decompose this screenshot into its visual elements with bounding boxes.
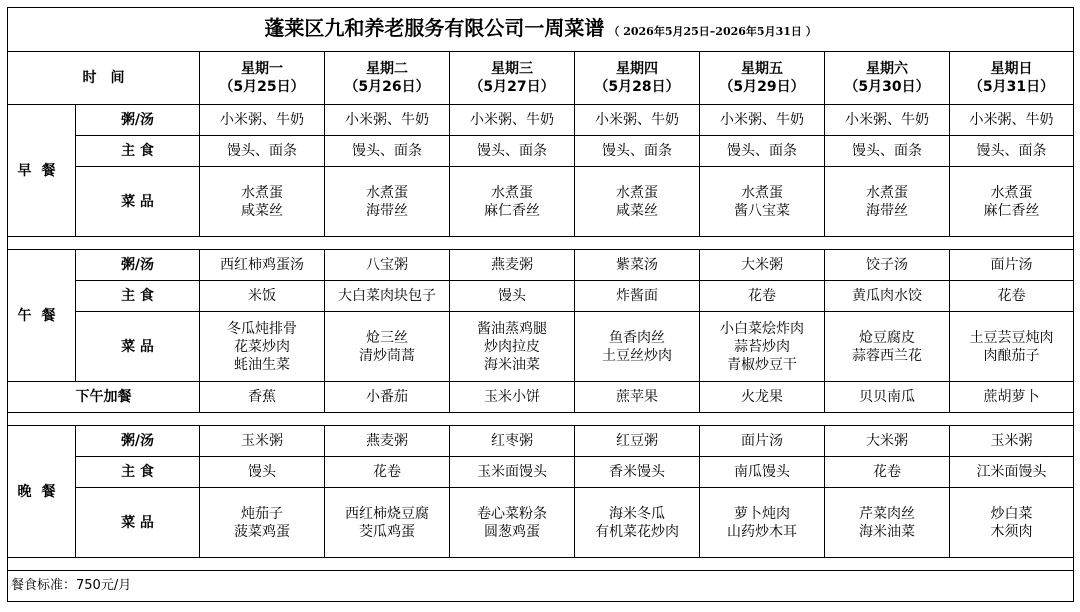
breakfast-congee-cell: 小米粥、牛奶 — [700, 105, 825, 136]
dish-item: 蒜苔炒肉 — [734, 338, 790, 355]
lunch-congee-cell: 大米粥 — [700, 250, 825, 281]
dish-item: 山药炒木耳 — [727, 523, 797, 540]
day-date: （5月29日） — [719, 79, 805, 95]
day-date: （5月27日） — [469, 79, 555, 95]
dish-item: 有机菜花炒肉 — [595, 523, 679, 540]
dinner-staple-cell: 花卷 — [825, 457, 950, 488]
spacer-row — [8, 237, 1074, 250]
lunch-dishes-cell — [200, 312, 325, 382]
day-date: （5月25日） — [219, 79, 305, 95]
dish-item: 小白菜烩炸肉 — [720, 320, 804, 337]
breakfast-staple-cell: 馒头、面条 — [700, 136, 825, 167]
breakfast-congee-cell: 小米粥、牛奶 — [200, 105, 325, 136]
weekly-menu-table — [7, 7, 1074, 602]
lunch-staple-cell: 炸酱面 — [575, 281, 700, 312]
day-name: 星期四 — [616, 61, 658, 77]
dish-item: 水煮蛋 — [241, 184, 283, 201]
day-name: 星期一 — [241, 61, 283, 77]
lunch-staple-label: 主 食 — [76, 281, 200, 312]
dinner-label: 晚餐 — [8, 426, 76, 558]
dinner-staple-row — [8, 457, 1074, 488]
dish-item: 炝三丝 — [366, 329, 408, 346]
breakfast-dishes-cell — [325, 167, 450, 237]
lunch-dishes-row — [8, 312, 1074, 382]
dinner-congee-cell: 面片汤 — [700, 426, 825, 457]
lunch-congee-cell: 面片汤 — [950, 250, 1074, 281]
dish-item: 鱼香肉丝 — [609, 329, 665, 346]
dish-item: 清炒茼蒿 — [359, 347, 415, 364]
day-header-6 — [825, 52, 950, 105]
snack-cell: 火龙果 — [700, 382, 825, 413]
dish-item: 酱油蒸鸡腿 — [477, 320, 547, 337]
title-date-range: （ 2026年5月25日–2026年5月31日 ） — [608, 24, 817, 38]
spacer-cell — [8, 237, 1074, 250]
day-date: （5月28日） — [594, 79, 680, 95]
breakfast-dishes-cell — [950, 167, 1074, 237]
meal-standard: 餐食标准：750元/月 — [8, 571, 1074, 602]
lunch-staple-row — [8, 281, 1074, 312]
dinner-dishes-cell — [200, 488, 325, 558]
day-header-4 — [575, 52, 700, 105]
dish-item: 水煮蛋 — [741, 184, 783, 201]
dish-item: 水煮蛋 — [491, 184, 533, 201]
dish-item: 土豆芸豆炖肉 — [969, 329, 1054, 346]
day-date: （5月30日） — [844, 79, 930, 95]
breakfast-congee-cell: 小米粥、牛奶 — [450, 105, 575, 136]
lunch-label: 午餐 — [8, 250, 76, 382]
dish-item: 水煮蛋 — [990, 184, 1033, 201]
breakfast-congee-cell: 小米粥、牛奶 — [950, 105, 1074, 136]
day-header-1 — [200, 52, 325, 105]
dish-item: 圆葱鸡蛋 — [484, 523, 540, 540]
snack-cell: 蔗苹果 — [575, 382, 700, 413]
dish-item: 海米冬瓜 — [609, 505, 665, 522]
snack-cell: 玉米小饼 — [450, 382, 575, 413]
dinner-dishes-cell — [575, 488, 700, 558]
dish-item: 咸菜丝 — [241, 202, 283, 219]
lunch-dishes-label: 菜 品 — [76, 312, 200, 382]
lunch-dishes-cell — [575, 312, 700, 382]
dish-item: 麻仁香丝 — [484, 202, 540, 219]
day-name: 星期日 — [990, 61, 1033, 77]
dish-item: 水煮蛋 — [866, 184, 908, 201]
dish-item: 海带丝 — [366, 202, 408, 219]
breakfast-dishes-row — [8, 167, 1074, 237]
day-header-7 — [950, 52, 1074, 105]
dinner-congee-cell: 红枣粥 — [450, 426, 575, 457]
dish-item: 冬瓜炖排骨 — [227, 320, 297, 337]
dish-item: 卷心菜粉条 — [477, 505, 547, 522]
lunch-staple-cell: 大白菜肉块包子 — [325, 281, 450, 312]
dinner-congee-row — [8, 426, 1074, 457]
breakfast-staple-label: 主 食 — [76, 136, 200, 167]
lunch-staple-cell: 花卷 — [700, 281, 825, 312]
dinner-staple-cell: 馒头 — [200, 457, 325, 488]
dinner-staple-cell: 江米面馒头 — [950, 457, 1074, 488]
lunch-staple-cell: 米饭 — [200, 281, 325, 312]
breakfast-staple-row — [8, 136, 1074, 167]
breakfast-dishes-cell — [200, 167, 325, 237]
dinner-dishes-cell — [450, 488, 575, 558]
dish-item: 肉酿茄子 — [983, 347, 1040, 364]
day-name: 星期六 — [866, 61, 908, 77]
dish-item: 蚝油生菜 — [234, 356, 290, 373]
lunch-congee-cell: 饺子汤 — [825, 250, 950, 281]
dinner-congee-cell: 玉米粥 — [950, 426, 1074, 457]
breakfast-dishes-cell — [825, 167, 950, 237]
day-name: 星期三 — [491, 61, 533, 77]
day-header-3 — [450, 52, 575, 105]
day-name: 星期二 — [366, 61, 408, 77]
lunch-dishes-cell — [700, 312, 825, 382]
breakfast-congee-cell: 小米粥、牛奶 — [325, 105, 450, 136]
dish-item: 蒜蓉西兰花 — [852, 347, 922, 364]
footer-row — [8, 571, 1074, 602]
spacer-cell — [8, 413, 1074, 426]
breakfast-staple-cell: 馒头、面条 — [200, 136, 325, 167]
day-date: （5月26日） — [344, 79, 430, 95]
lunch-congee-cell: 八宝粥 — [325, 250, 450, 281]
lunch-dishes-cell — [450, 312, 575, 382]
breakfast-congee-label: 粥/汤 — [76, 105, 200, 136]
breakfast-staple-cell: 馒头、面条 — [825, 136, 950, 167]
breakfast-dishes-cell — [450, 167, 575, 237]
spacer-cell — [8, 558, 1074, 571]
dinner-staple-cell: 香米馒头 — [575, 457, 700, 488]
spacer-row — [8, 558, 1074, 571]
breakfast-congee-row — [8, 105, 1074, 136]
dish-item: 土豆丝炒肉 — [602, 347, 672, 364]
dinner-staple-cell: 南瓜馒头 — [700, 457, 825, 488]
day-header-2 — [325, 52, 450, 105]
dish-item: 海米油菜 — [859, 523, 915, 540]
dinner-dishes-cell — [700, 488, 825, 558]
dinner-staple-label: 主 食 — [76, 457, 200, 488]
lunch-dishes-cell — [325, 312, 450, 382]
dinner-dishes-cell — [950, 488, 1074, 558]
lunch-staple-cell: 黄瓜肉水饺 — [825, 281, 950, 312]
snack-label: 下午加餐 — [8, 382, 200, 413]
dish-item: 茭瓜鸡蛋 — [359, 523, 415, 540]
dinner-dishes-label: 菜 品 — [76, 488, 200, 558]
dinner-congee-cell: 燕麦粥 — [325, 426, 450, 457]
breakfast-dishes-cell — [700, 167, 825, 237]
breakfast-staple-cell: 馒头、面条 — [575, 136, 700, 167]
snack-cell: 蔗胡萝卜 — [950, 382, 1074, 413]
dish-item: 炝豆腐皮 — [859, 329, 915, 346]
dish-item: 萝卜炖肉 — [734, 505, 790, 522]
dish-item: 西红柿烧豆腐 — [345, 505, 429, 522]
breakfast-staple-cell: 馒头、面条 — [950, 136, 1074, 167]
dish-item: 酱八宝菜 — [734, 202, 790, 219]
dinner-dishes-cell — [325, 488, 450, 558]
day-header-5 — [700, 52, 825, 105]
snack-cell: 贝贝南瓜 — [825, 382, 950, 413]
dish-item: 花菜炒肉 — [234, 338, 290, 355]
dish-item: 菠菜鸡蛋 — [234, 523, 290, 540]
breakfast-staple-cell: 馒头、面条 — [450, 136, 575, 167]
dish-item: 水煮蛋 — [616, 184, 658, 201]
snack-row — [8, 382, 1074, 413]
dinner-congee-cell: 大米粥 — [825, 426, 950, 457]
page-title — [8, 8, 1074, 52]
dish-item: 海带丝 — [866, 202, 908, 219]
dinner-congee-label: 粥/汤 — [76, 426, 200, 457]
lunch-congee-cell: 燕麦粥 — [450, 250, 575, 281]
dish-item: 木须肉 — [990, 523, 1033, 540]
dinner-congee-cell: 红豆粥 — [575, 426, 700, 457]
day-date: （5月31日） — [968, 79, 1055, 95]
lunch-congee-row — [8, 250, 1074, 281]
day-name: 星期五 — [741, 61, 783, 77]
spacer-row — [8, 413, 1074, 426]
breakfast-dishes-label: 菜 品 — [76, 167, 200, 237]
dinner-staple-cell: 花卷 — [325, 457, 450, 488]
dish-item: 咸菜丝 — [616, 202, 658, 219]
dinner-congee-cell: 玉米粥 — [200, 426, 325, 457]
dinner-dishes-row — [8, 488, 1074, 558]
breakfast-congee-cell: 小米粥、牛奶 — [825, 105, 950, 136]
dish-item: 炒肉拉皮 — [484, 338, 540, 355]
title-main: 蓬莱区九和养老服务有限公司一周菜谱 — [264, 15, 605, 40]
breakfast-dishes-cell — [575, 167, 700, 237]
lunch-congee-cell: 西红柿鸡蛋汤 — [200, 250, 325, 281]
dish-item: 水煮蛋 — [366, 184, 408, 201]
lunch-congee-label: 粥/汤 — [76, 250, 200, 281]
dish-item: 麻仁香丝 — [983, 202, 1040, 219]
dish-item: 芹菜肉丝 — [859, 505, 915, 522]
dish-item: 炒白菜 — [990, 505, 1033, 522]
dish-item: 海米油菜 — [484, 356, 540, 373]
breakfast-label: 早餐 — [8, 105, 76, 237]
snack-cell: 小番茄 — [325, 382, 450, 413]
snack-cell: 香蕉 — [200, 382, 325, 413]
dish-item: 炖茄子 — [241, 505, 283, 522]
lunch-staple-cell: 馒头 — [450, 281, 575, 312]
dinner-dishes-cell — [825, 488, 950, 558]
dish-item: 青椒炒豆干 — [727, 356, 797, 373]
lunch-staple-cell: 花卷 — [950, 281, 1074, 312]
breakfast-congee-cell: 小米粥、牛奶 — [575, 105, 700, 136]
lunch-congee-cell: 紫菜汤 — [575, 250, 700, 281]
dinner-staple-cell: 玉米面馒头 — [450, 457, 575, 488]
lunch-dishes-cell — [950, 312, 1074, 382]
lunch-dishes-cell — [825, 312, 950, 382]
breakfast-staple-cell: 馒头、面条 — [325, 136, 450, 167]
time-header: 时 间 — [8, 52, 200, 105]
